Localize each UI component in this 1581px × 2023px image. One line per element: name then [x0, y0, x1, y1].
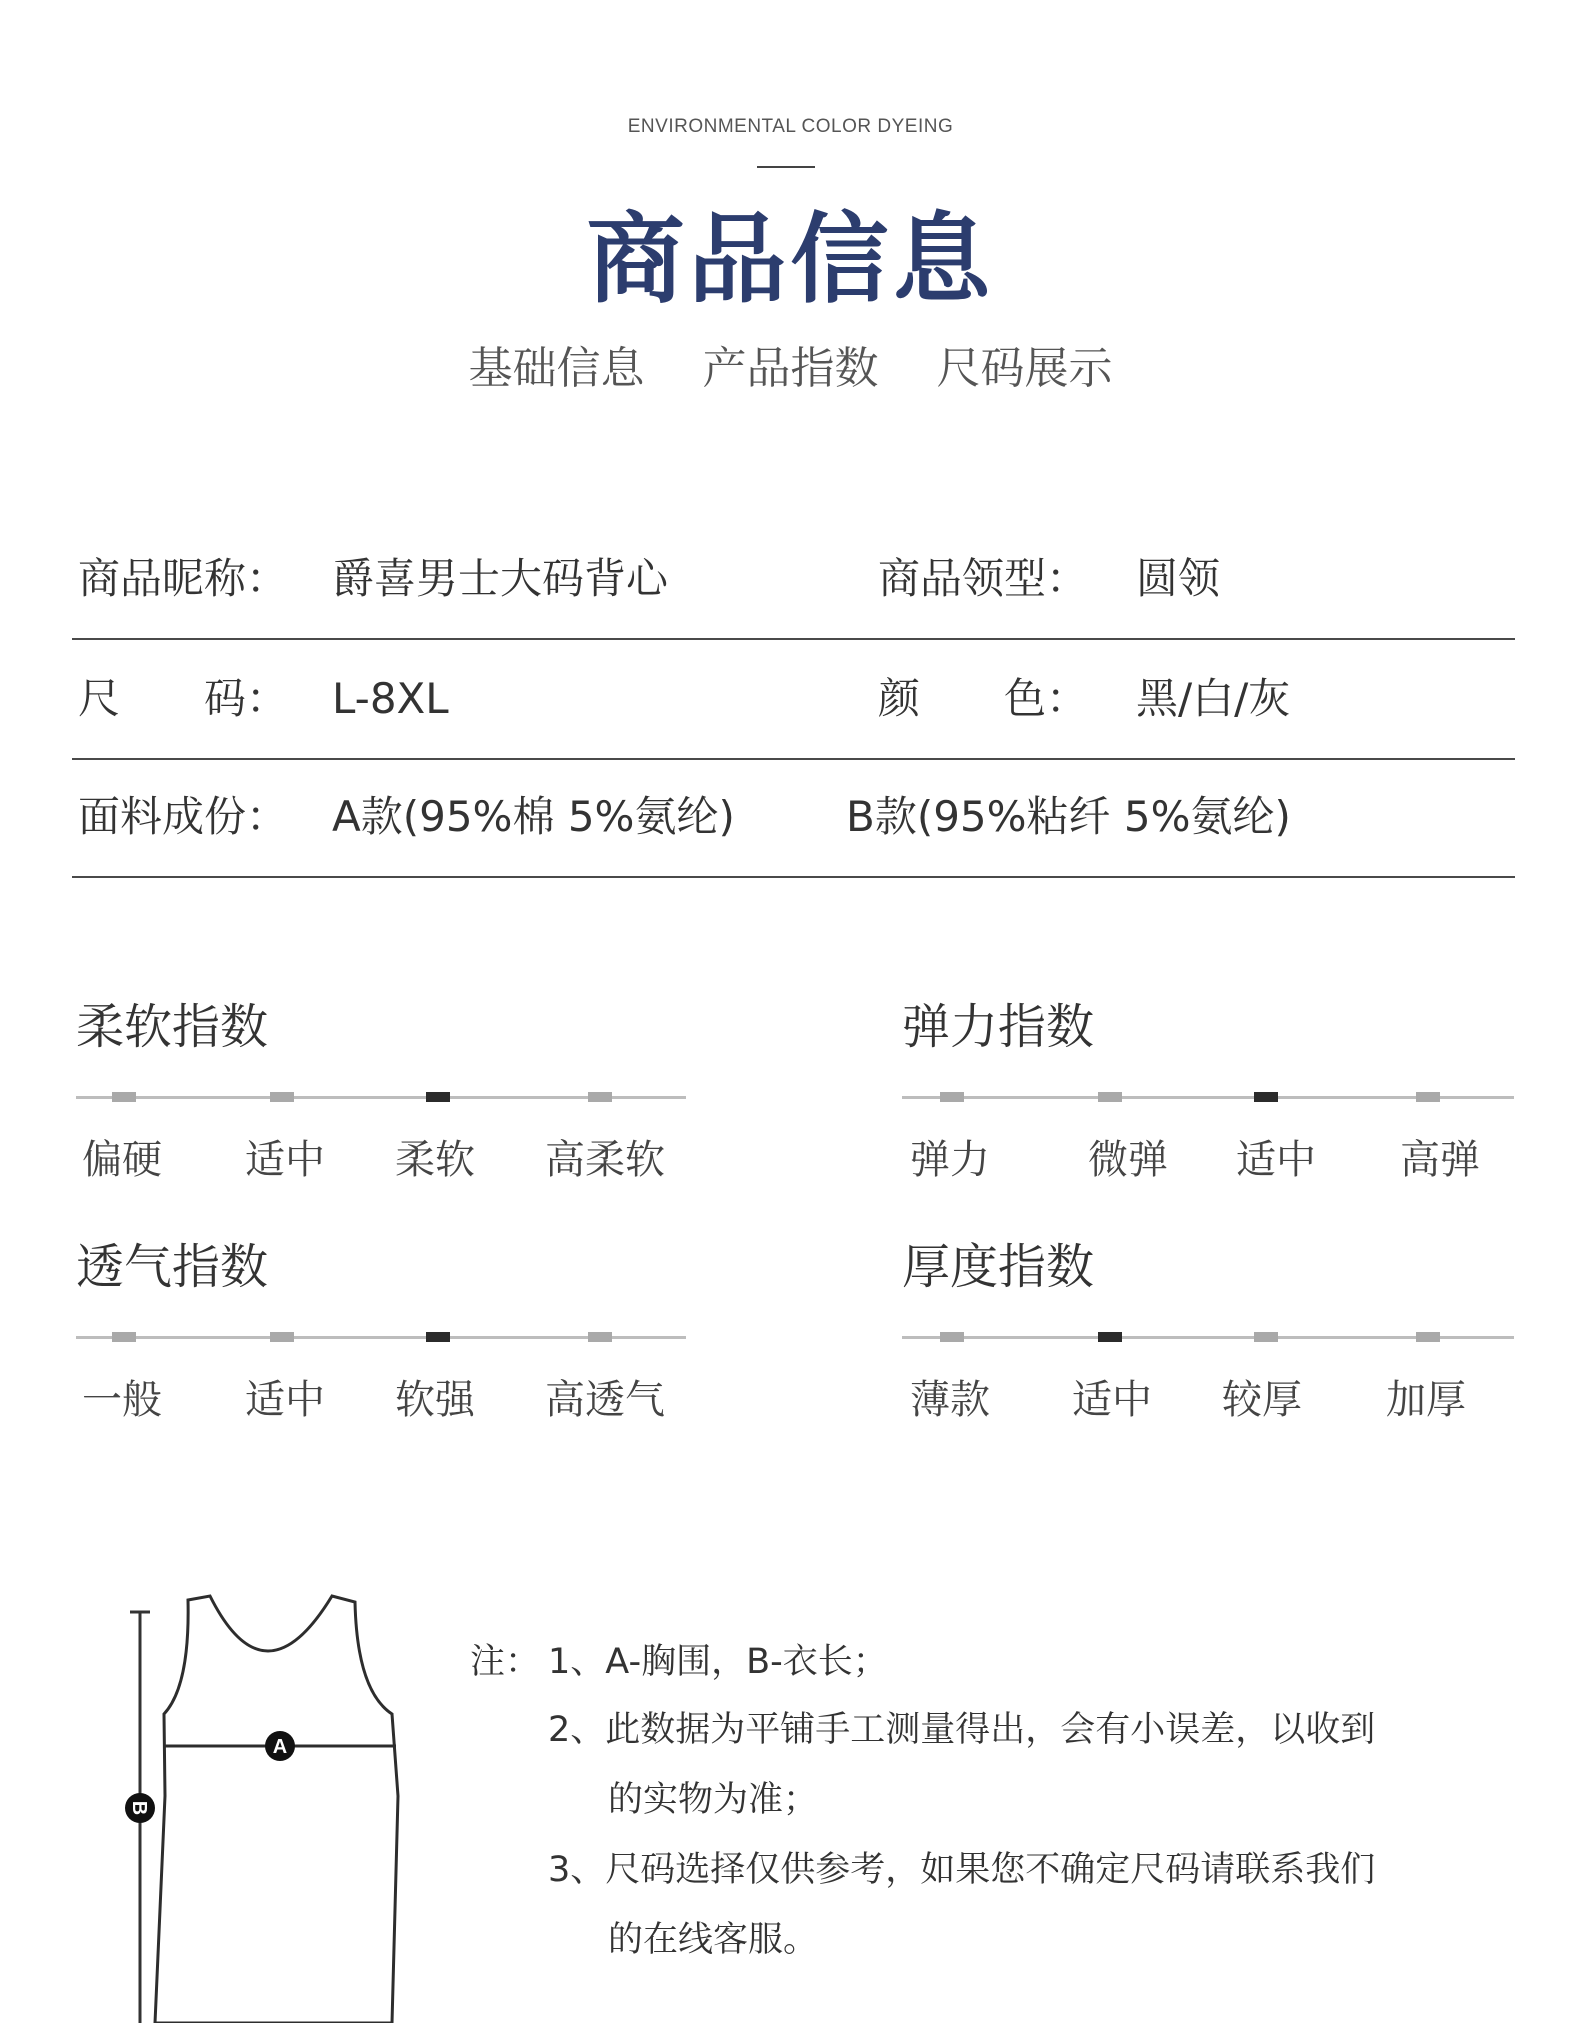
marker-b-label: B: [128, 1800, 150, 1816]
breathability-index-mark: [270, 1332, 294, 1342]
breathability-index-label: 一般: [82, 1377, 162, 1423]
tab-size-display: 尺码展示: [936, 343, 1113, 394]
note-line-2-cont: 的实物为准；: [608, 1780, 819, 1820]
thickness-index-mark-selected: [1098, 1332, 1122, 1342]
breathability-index-mark-selected: [426, 1332, 450, 1342]
thickness-index-mark: [1254, 1332, 1278, 1342]
value-collar: 圆领: [1136, 554, 1221, 603]
breathability-index-mark: [588, 1332, 612, 1342]
elasticity-index-mark-selected: [1254, 1092, 1278, 1102]
softness-index-label: 偏硬: [82, 1137, 162, 1183]
softness-index-label: 柔软: [395, 1137, 475, 1183]
tank-top-outline: [155, 1596, 398, 2023]
breathability-index-mark: [112, 1332, 136, 1342]
breathability-index-label: 软强: [395, 1377, 475, 1423]
softness-index-title: 柔软指数: [76, 999, 269, 1055]
breathability-index-title: 透气指数: [76, 1239, 269, 1295]
marker-a-label: A: [272, 1736, 288, 1758]
softness-index-mark: [270, 1092, 294, 1102]
label-fabric: 面料成份：: [78, 792, 289, 841]
value-fabric-b: B款(95%粘纤 5%氨纶): [846, 792, 1291, 841]
note-line-3-cont: 的在线客服。: [608, 1920, 819, 1960]
subtitle-english: ENVIRONMENTAL COLOR DYEING: [627, 116, 954, 137]
elasticity-index-label: 高弹: [1400, 1137, 1480, 1183]
softness-index-label: 高柔软: [545, 1137, 665, 1183]
breathability-index-label: 适中: [245, 1377, 325, 1423]
thickness-index-label: 薄款: [910, 1377, 990, 1423]
softness-index-mark-selected: [426, 1092, 450, 1102]
tab-basic-info: 基础信息: [468, 343, 645, 394]
label-color: 颜 色：: [878, 674, 1089, 723]
value-size: L-8XL: [332, 674, 449, 723]
tank-top-diagram: [110, 1586, 430, 2023]
elasticity-index-label: 弹力: [910, 1137, 990, 1183]
label-name: 商品昵称：: [78, 554, 289, 603]
label-size: 尺 码：: [78, 674, 289, 723]
info-row-fabric: [72, 758, 1515, 878]
title-divider: [757, 166, 815, 168]
elasticity-index-mark: [940, 1092, 964, 1102]
value-color: 黑/白/灰: [1136, 674, 1291, 723]
elasticity-index-mark: [1098, 1092, 1122, 1102]
thickness-index-label: 适中: [1072, 1377, 1152, 1423]
thickness-index-mark: [940, 1332, 964, 1342]
info-row-name: [72, 520, 1515, 640]
tab-product-index: 产品指数: [702, 343, 879, 394]
page-title: 商品信息: [586, 203, 995, 317]
thickness-index-label: 较厚: [1222, 1377, 1302, 1423]
elasticity-index-title: 弹力指数: [902, 999, 1095, 1055]
note-prefix: 注：: [470, 1642, 541, 1682]
thickness-index-mark: [1416, 1332, 1440, 1342]
value-name: 爵喜男士大码背心: [332, 554, 669, 603]
breathability-index-label: 高透气: [545, 1377, 665, 1423]
thickness-index-label: 加厚: [1386, 1377, 1466, 1423]
label-collar: 商品领型：: [878, 554, 1089, 603]
softness-index-mark: [588, 1092, 612, 1102]
note-line-2: 2、此数据为平铺手工测量得出，会有小误差，以收到: [548, 1710, 1376, 1750]
note-line-3: 3、尺码选择仅供参考，如果您不确定尺码请联系我们: [548, 1850, 1376, 1890]
note-line-1: 1、A-胸围，B-衣长；: [548, 1642, 888, 1682]
info-row-size: [72, 640, 1515, 760]
value-fabric-a: A款(95%棉 5%氨纶): [332, 792, 735, 841]
softness-index-label: 适中: [245, 1137, 325, 1183]
thickness-index-title: 厚度指数: [902, 1239, 1095, 1295]
elasticity-index-mark: [1416, 1092, 1440, 1102]
softness-index-mark: [112, 1092, 136, 1102]
elasticity-index-label: 适中: [1236, 1137, 1316, 1183]
section-tabs: [0, 332, 1581, 396]
elasticity-index-label: 微弹: [1088, 1137, 1168, 1183]
